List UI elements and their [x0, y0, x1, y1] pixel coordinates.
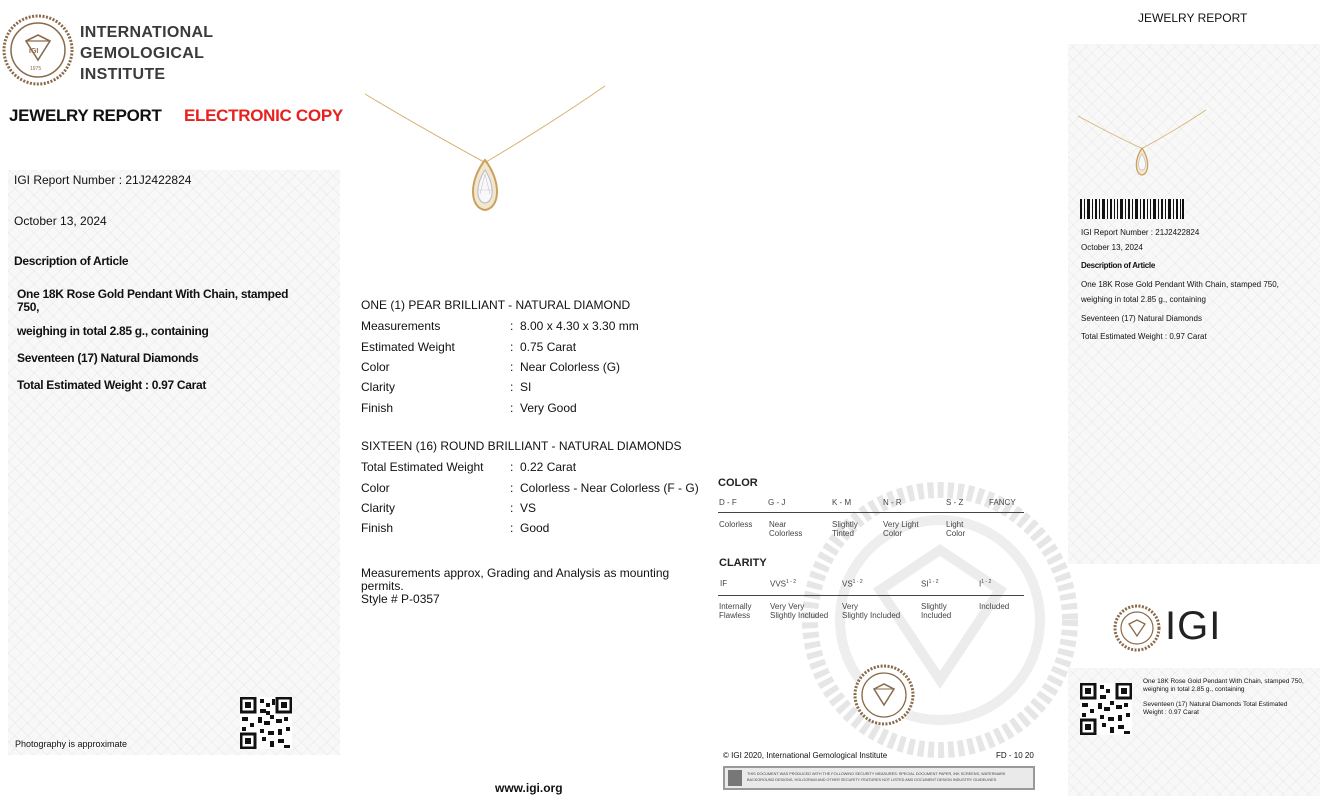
- stone2-label-color: Color: [361, 481, 390, 495]
- clarity-desc-i: Included: [979, 602, 1010, 611]
- clarity-grade-vvs: VVS$^{1 - 2}$: [770, 579, 797, 589]
- description-line-3: Seventeen (17) Natural Diamonds: [17, 351, 199, 365]
- clarity-grade-vs: VS$^{1 - 2}$: [842, 579, 863, 589]
- color-grade-df: D - F: [719, 498, 737, 507]
- description-line-2: weighing in total 2.85 g., containing: [17, 324, 209, 338]
- logo-line-2: GEMOLOGICAL: [80, 45, 205, 62]
- stone2-value-finish: Good: [520, 521, 550, 535]
- barcode: [1080, 199, 1184, 219]
- clarity-desc-si: Slightly Included: [921, 602, 952, 620]
- report-title: JEWELRY REPORT: [9, 106, 162, 125]
- stone2-label-weight: Total Estimated Weight: [361, 460, 484, 474]
- stone2-label-finish: Finish: [361, 521, 394, 535]
- stub-bottom-text: One 18K Rose Gold Pendant With Chain, stamped 750, weighing in total 2.85 g., containing Seventeen (17) Natural Diamonds Total Estimated Weight : 0.97 Carat: [1143, 678, 1304, 716]
- clarity-desc-vvs: Very Very Slightly Included: [770, 602, 829, 620]
- copyright: © IGI 2020, International Gemological Institute: [723, 751, 888, 760]
- stone1-label-finish: Finish: [361, 401, 394, 415]
- igi-brand-seal: [1113, 604, 1161, 652]
- stone2-value-weight: 0.22 Carat: [520, 460, 577, 474]
- color-grade-km: K - M: [832, 498, 852, 507]
- stone2-colon-3: :: [510, 501, 514, 515]
- report-date: October 13, 2024: [14, 214, 107, 228]
- security-strip: [723, 766, 1035, 790]
- photo-note: Photography is approximate: [15, 739, 128, 749]
- stub-report-title: JEWELRY REPORT: [1138, 11, 1248, 25]
- security-text: THIS DOCUMENT WAS PRODUCED WITH THE FOLLOWING SECURITY MEASURES: SPECIAL DOCUMENT PAPER, INK SCREENS, WATERMARK BACKGROUND DESIGNS, HOLOGRAM AND OTHER SECURITY FEATURES NOT LISTED AND DOCUMENT DESIGN INDUSTRY GUIDELINES.: [747, 772, 1006, 782]
- stub-report-number: IGI Report Number : 21J2422824: [1081, 228, 1200, 237]
- stub-line-2: weighing in total 2.85 g., containing: [1081, 295, 1206, 304]
- igi-brand-text: IGI: [1165, 604, 1222, 648]
- clarity-desc-if: Internally Flawless: [719, 602, 752, 620]
- logo-line-3: INSTITUTE: [80, 66, 166, 83]
- stone1-label-weight: Estimated Weight: [361, 340, 455, 354]
- electronic-copy-label: ELECTRONIC COPY: [184, 106, 343, 125]
- stone2-label-clarity: Clarity: [361, 501, 396, 515]
- stone1-value-color: Near Colorless (G): [520, 360, 621, 374]
- seal-year: 1975: [30, 66, 42, 72]
- stub-line-4: Total Estimated Weight : 0.97 Carat: [1081, 332, 1207, 341]
- stone1-value-finish: Very Good: [520, 401, 577, 415]
- stone2-value-clarity: VS: [520, 501, 537, 515]
- stub-date: October 13, 2024: [1081, 243, 1143, 252]
- stone1-colon-5: :: [510, 401, 514, 415]
- stone1-heading: ONE (1) PEAR BRILLIANT - NATURAL DIAMOND: [361, 298, 631, 312]
- stone2-heading: SIXTEEN (16) ROUND BRILLIANT - NATURAL DIAMONDS: [361, 439, 682, 453]
- stone1-label-color: Color: [361, 360, 390, 374]
- color-desc-near-colorless: Near Colorless: [769, 520, 803, 538]
- logo-wordmark: [80, 22, 213, 85]
- stone1-label-measurements: Measurements: [361, 319, 441, 333]
- stub-line-3: Seventeen (17) Natural Diamonds: [1081, 314, 1202, 323]
- website-link[interactable]: www.igi.org: [495, 781, 563, 795]
- report-number: IGI Report Number : 21J2422824: [14, 173, 192, 187]
- form-code: FD - 10 20: [996, 751, 1034, 760]
- color-grade-sz: S - Z: [946, 498, 964, 507]
- color-scale-rule: [718, 512, 1024, 513]
- notes-line-2: permits.: [361, 579, 404, 593]
- color-desc-colorless: Colorless: [719, 520, 753, 529]
- watermark-seal: [800, 470, 1080, 770]
- color-scale-heading: COLOR: [718, 477, 758, 489]
- style-number: Style # P-0357: [361, 592, 440, 606]
- seal-letters: IGI: [29, 48, 39, 55]
- clarity-desc-vs: Very Slightly Included: [842, 602, 901, 620]
- document-icon: [728, 770, 742, 786]
- notes-line-1: Measurements approx, Grading and Analysis as mounting: [361, 566, 670, 580]
- color-desc-very-light: Very Light Color: [883, 520, 919, 538]
- description-line-1: One 18K Rose Gold Pendant With Chain, stamped 750,: [17, 287, 289, 314]
- color-desc-light: Light Color: [946, 520, 966, 538]
- stub-line-1: One 18K Rose Gold Pendant With Chain, stamped 750,: [1081, 280, 1279, 289]
- stone2-colon-1: :: [510, 460, 514, 474]
- stone1-value-weight: 0.75 Carat: [520, 340, 577, 354]
- stone1-colon-4: :: [510, 380, 514, 394]
- clarity-grade-i: $I^{1 - 2}$: [979, 579, 992, 589]
- stone1-colon-2: :: [510, 340, 514, 354]
- stone2-colon-4: :: [510, 521, 514, 535]
- stone2-colon-2: :: [510, 481, 514, 495]
- stone1-value-measurements: 8.00 x 4.30 x 3.30 mm: [520, 319, 639, 333]
- stub-qr-code: [1080, 683, 1132, 735]
- stub-description-heading: Description of Article: [1081, 261, 1156, 270]
- stone1-colon-1: :: [510, 319, 514, 333]
- igi-seal-center: [853, 664, 915, 726]
- qr-code: [240, 697, 292, 749]
- logo-line-1: INTERNATIONAL: [80, 24, 214, 41]
- total-weight: Total Estimated Weight : 0.97 Carat: [17, 378, 207, 392]
- stone2-value-color: Colorless - Near Colorless (F - G): [520, 481, 699, 495]
- clarity-scale-heading: CLARITY: [719, 557, 767, 569]
- color-grade-fancy: FANCY: [989, 498, 1016, 507]
- clarity-scale-rule: [718, 595, 1024, 596]
- color-desc-slightly-tinted: Slightly Tinted: [832, 520, 858, 538]
- stub-pendant-photo: [1076, 108, 1208, 178]
- stone1-value-clarity: SI: [520, 380, 532, 394]
- stone1-colon-3: :: [510, 360, 514, 374]
- pendant-photo: [360, 82, 610, 217]
- color-grade-gj: G - J: [768, 498, 786, 507]
- notes-block: [361, 567, 681, 606]
- description-heading: Description of Article: [14, 254, 129, 268]
- color-grade-nr: N - R: [883, 498, 902, 507]
- stone1-label-clarity: Clarity: [361, 380, 396, 394]
- clarity-grade-if: IF: [720, 579, 728, 588]
- clarity-grade-si: SI$^{1 - 2}$: [921, 579, 939, 589]
